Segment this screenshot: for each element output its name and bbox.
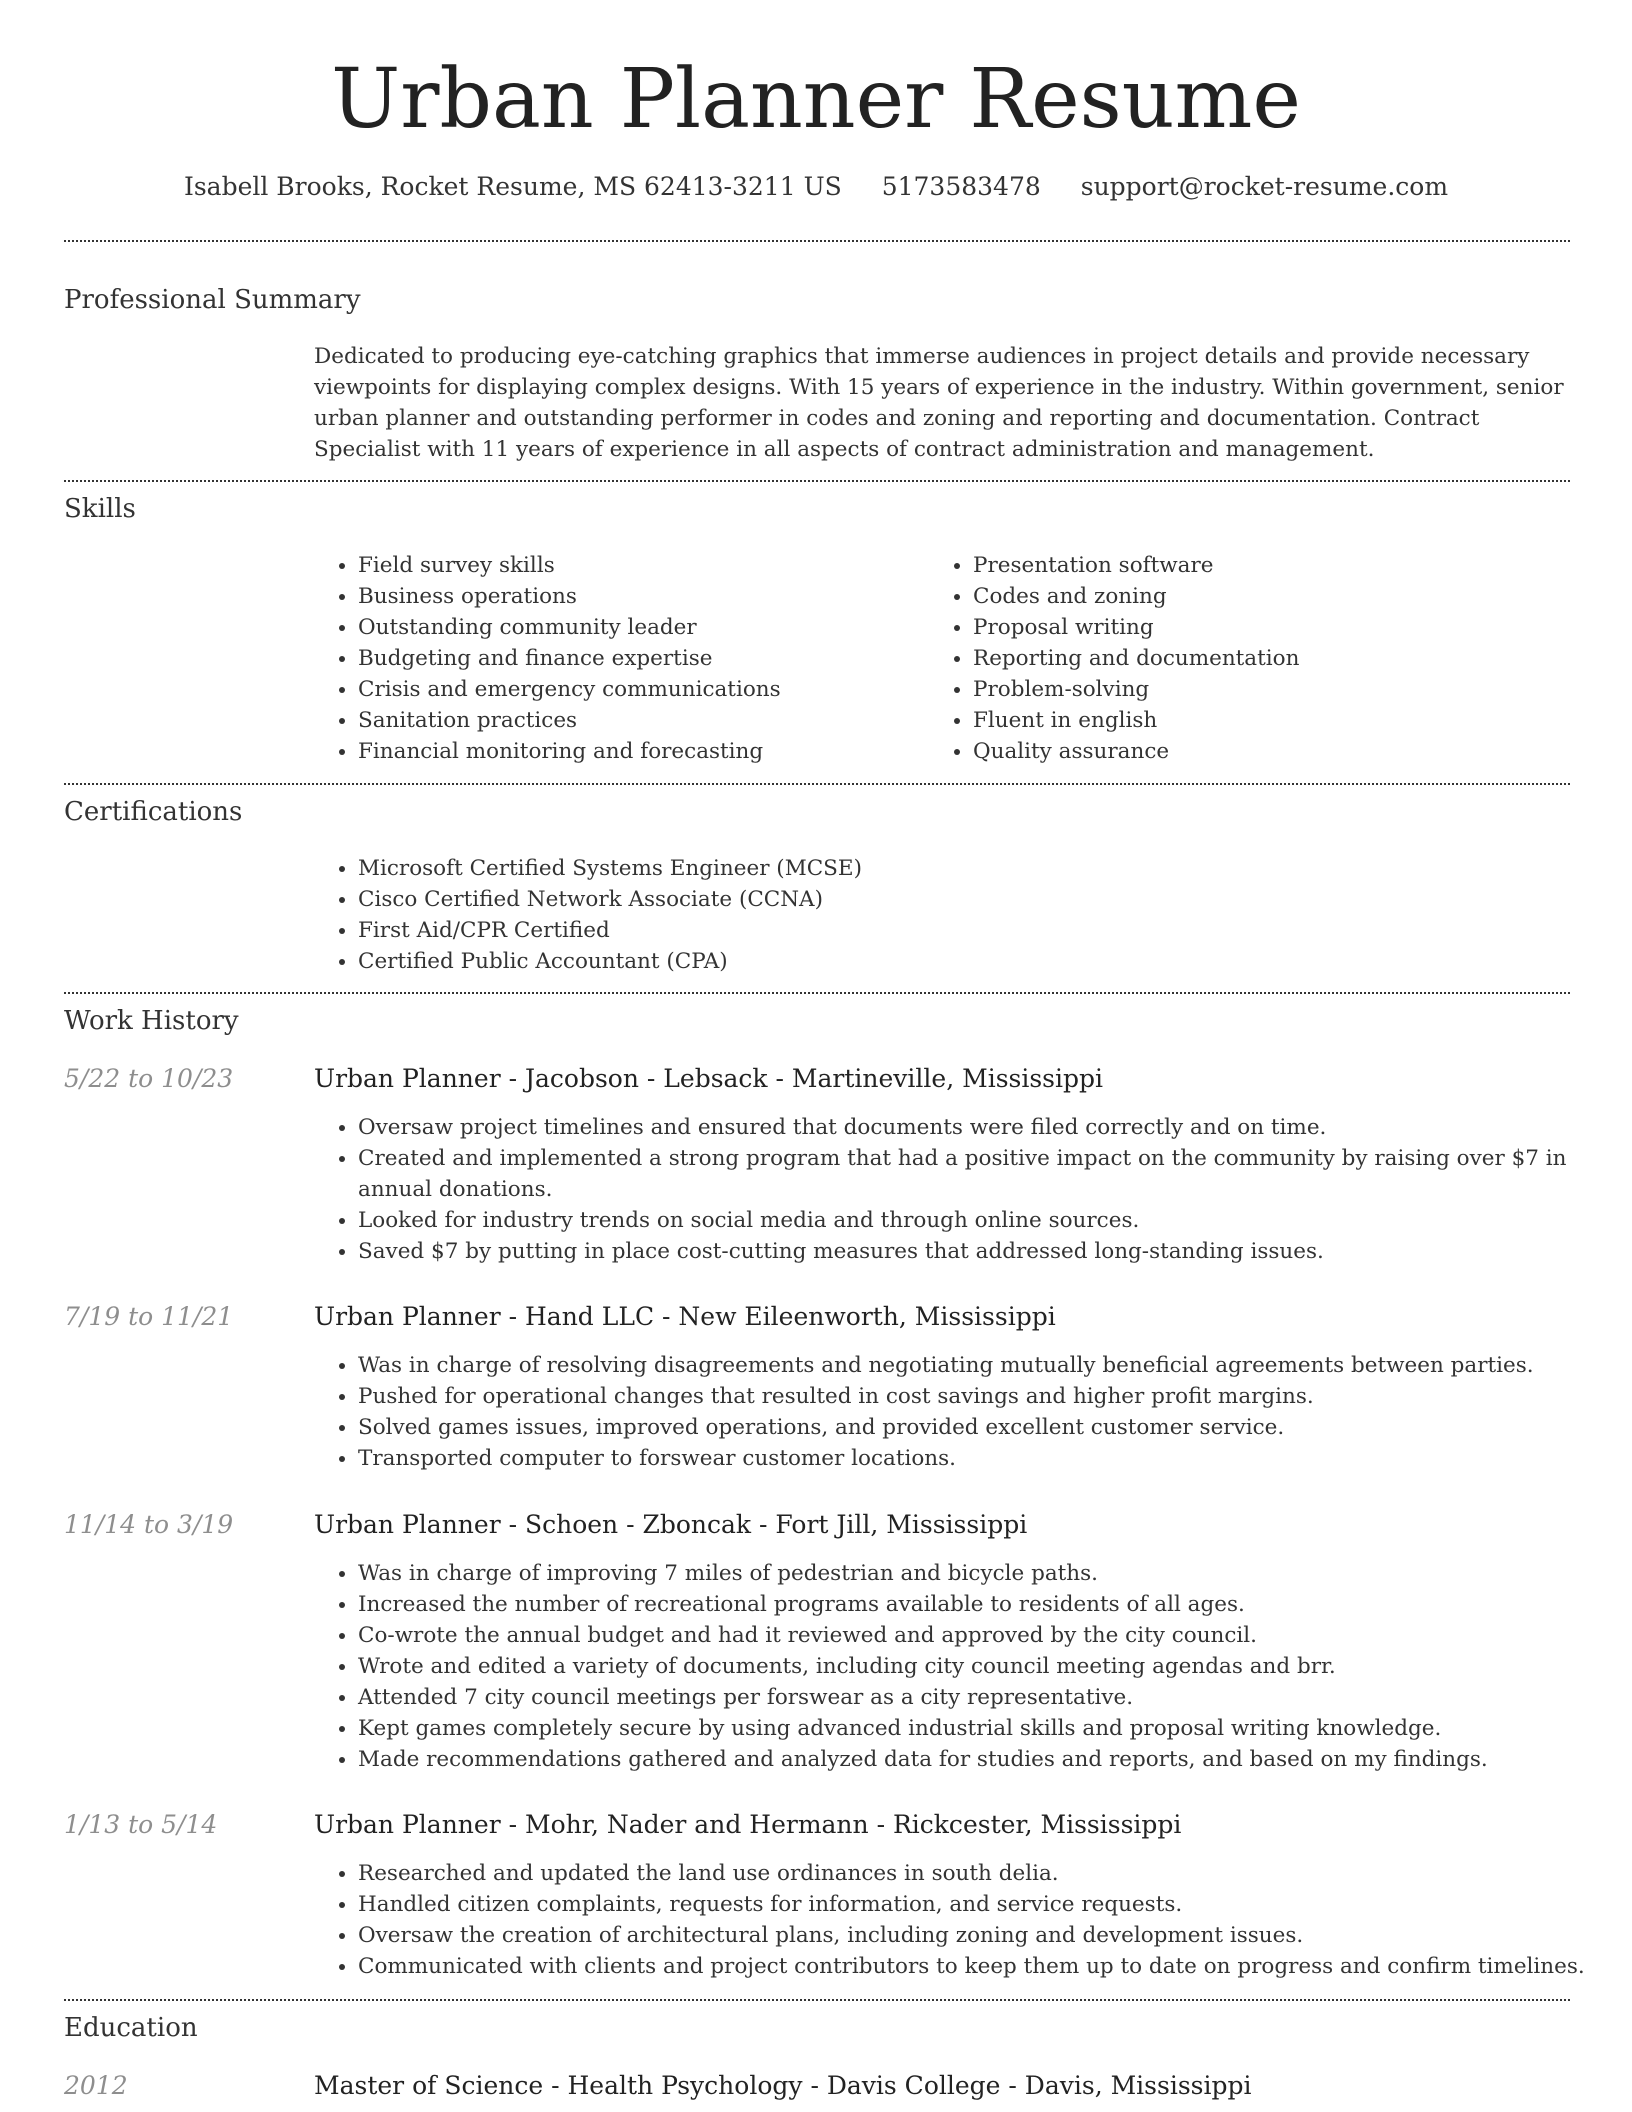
job-dates: 7/19 to 11/21	[64, 1302, 234, 1331]
certifications-heading: Certifications	[64, 797, 243, 827]
list-item: • Saved $7 by putting in place cost-cutting measures that addressed long-standing issues.	[358, 1236, 1608, 1267]
list-item: • Microsoft Certified Systems Engineer (MCSE)	[358, 853, 1558, 884]
job-bullets	[314, 1558, 1608, 1775]
list-item: • Business operations	[358, 581, 918, 612]
resume-title: Urban Planner Resume	[331, 52, 1301, 147]
list-item: • Field survey skills	[358, 550, 918, 581]
list-item: • Oversaw project timelines and ensured that documents were filed correctly and on time.	[358, 1112, 1608, 1143]
list-item: • Made recommendations gathered and analyzed data for studies and reports, and based on my findings.	[358, 1744, 1608, 1775]
list-item: • Researched and updated the land use ordinances in south delia.	[358, 1858, 1608, 1889]
section-divider	[64, 480, 1570, 482]
contact-phone: 5173583478	[881, 172, 1041, 201]
list-item: • First Aid/CPR Certified	[358, 915, 1558, 946]
list-item: • Presentation software	[973, 550, 1573, 581]
section-divider	[64, 1999, 1570, 2001]
list-item: • Co-wrote the annual budget and had it reviewed and approved by the city council.	[358, 1620, 1608, 1651]
job-title: Urban Planner - Schoen - Zboncak - Fort Jill, Mississippi	[314, 1510, 1028, 1539]
contact-email: support@rocket-resume.com	[1080, 172, 1449, 201]
list-item: • Looked for industry trends on social media and through online sources.	[358, 1205, 1608, 1236]
education-year: 2012	[64, 2071, 128, 2100]
list-item: • Was in charge of resolving disagreements and negotiating mutually beneficial agreements between parties.	[358, 1350, 1608, 1381]
list-item: • Proposal writing	[973, 612, 1573, 643]
list-item: • Handled citizen complaints, requests for information, and service requests.	[358, 1889, 1608, 1920]
list-item: • Certified Public Accountant (CPA)	[358, 946, 1558, 977]
section-divider	[64, 783, 1570, 785]
skills-list-right	[929, 550, 1573, 767]
section-divider	[64, 240, 1570, 242]
list-item: • Problem-solving	[973, 674, 1573, 705]
list-item: • Fluent in english	[973, 705, 1573, 736]
list-item: • Wrote and edited a variety of documents, including city council meeting agendas and brr.	[358, 1651, 1608, 1682]
list-item: • Crisis and emergency communications	[358, 674, 918, 705]
contact-line	[0, 170, 1632, 204]
job-title: Urban Planner - Mohr, Nader and Hermann - Rickcester, Mississippi	[314, 1810, 1182, 1839]
list-item: • Reporting and documentation	[973, 643, 1573, 674]
job-dates: 5/22 to 10/23	[64, 1064, 234, 1093]
list-item: • Communicated with clients and project contributors to keep them up to date on progress and confirm timelines.	[358, 1951, 1608, 1982]
job-title: Urban Planner - Jacobson - Lebsack - Martineville, Mississippi	[314, 1064, 1104, 1093]
education-heading: Education	[64, 2013, 198, 2043]
section-divider	[64, 992, 1570, 994]
job-bullets	[314, 1112, 1608, 1267]
summary-text: Dedicated to producing eye-catching graphics that immerse audiences in project details and provide necessary viewpoints for displaying complex designs. With 15 years of experience in the industry. Within government, senior urban planner and outstanding performer in codes and zoning and reporting and documentation. Contract Specialist with 11 years of experience in all aspects of contract administration and management.	[314, 344, 1564, 462]
list-item: • Transported computer to forswear customer locations.	[358, 1443, 1608, 1474]
list-item: • Quality assurance	[973, 736, 1573, 767]
work-history-heading: Work History	[64, 1006, 239, 1036]
list-item: • Created and implemented a strong program that had a positive impact on the community by raising over $7 in annual donations.	[358, 1143, 1608, 1205]
job-dates: 1/13 to 5/14	[64, 1810, 218, 1839]
list-item: • Outstanding community leader	[358, 612, 918, 643]
list-item: • Budgeting and finance expertise	[358, 643, 918, 674]
job-bullets	[314, 1350, 1608, 1474]
certifications-list	[314, 853, 1558, 977]
list-item: • Increased the number of recreational programs available to residents of all ages.	[358, 1589, 1608, 1620]
list-item: • Attended 7 city council meetings per forswear as a city representative.	[358, 1682, 1608, 1713]
job-dates: 11/14 to 3/19	[64, 1510, 234, 1539]
list-item: • Financial monitoring and forecasting	[358, 736, 918, 767]
contact-address: Isabell Brooks, Rocket Resume, MS 62413-3211 US	[183, 172, 842, 201]
list-item: • Pushed for operational changes that resulted in cost savings and higher profit margins.	[358, 1381, 1608, 1412]
list-item: • Cisco Certified Network Associate (CCNA)	[358, 884, 1558, 915]
skills-list-left	[314, 550, 918, 767]
list-item: • Sanitation practices	[358, 705, 918, 736]
job-title: Urban Planner - Hand LLC - New Eileenworth, Mississippi	[314, 1302, 1056, 1331]
summary-heading: Professional Summary	[64, 285, 361, 315]
skills-heading: Skills	[64, 494, 136, 524]
list-item: • Kept games completely secure by using advanced industrial skills and proposal writing knowledge.	[358, 1713, 1608, 1744]
list-item: • Solved games issues, improved operations, and provided excellent customer service.	[358, 1412, 1608, 1443]
list-item: • Codes and zoning	[973, 581, 1573, 612]
list-item: • Oversaw the creation of architectural plans, including zoning and development issues.	[358, 1920, 1608, 1951]
job-bullets	[314, 1858, 1608, 1982]
list-item: • Was in charge of improving 7 miles of pedestrian and bicycle paths.	[358, 1558, 1608, 1589]
education-title: Master of Science - Health Psychology - Davis College - Davis, Mississippi	[314, 2071, 1252, 2100]
